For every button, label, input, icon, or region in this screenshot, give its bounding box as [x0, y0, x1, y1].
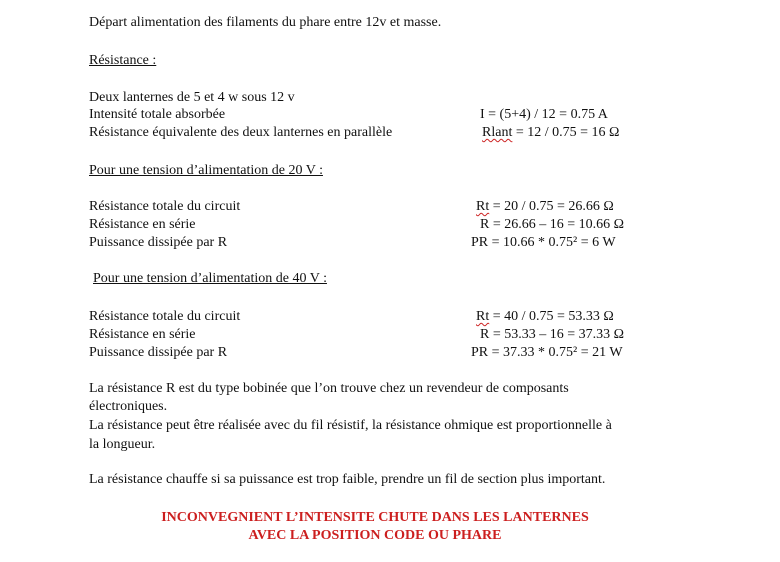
v20-r-label: Résistance en série: [89, 217, 196, 232]
section-heading-20v: Pour une tension d’alimentation de 20 V :: [89, 163, 323, 178]
v20-p-value: PR = 10.66 * 0.75² = 6 W: [471, 235, 616, 250]
v20-r-value: R = 26.66 – 16 = 10.66 Ω: [480, 217, 625, 232]
v40-p-label: Puissance dissipée par R: [89, 345, 228, 360]
lanternes-text: Deux lanternes de 5 et 4 w sous 12 v: [89, 90, 295, 105]
v40-rt-formula: [476, 308, 614, 326]
v40-r-label: Résistance en série: [89, 327, 196, 342]
section-heading-resistance: Résistance :: [89, 53, 157, 68]
v40-r-value: R = 53.33 – 16 = 37.33 Ω: [480, 327, 625, 342]
equiv-value: = 12 / 0.75 = 16 Ω: [512, 125, 620, 140]
v40-rt-value: = 40 / 0.75 = 53.33 Ω: [489, 309, 614, 324]
intensite-label: Intensité totale absorbée: [89, 107, 226, 122]
equiv-formula: [482, 124, 619, 142]
paragraph-2-line-2: la longueur.: [89, 437, 156, 452]
v20-rt-label: Résistance totale du circuit: [89, 199, 241, 214]
equiv-label: Résistance équivalente des deux lanternes en parallèle: [89, 125, 393, 140]
v40-p-value: PR = 37.33 * 0.75² = 21 W: [471, 345, 623, 360]
v40-rt-prefix: Rt: [476, 309, 490, 324]
section-heading-40v: Pour une tension d’alimentation de 40 V :: [93, 271, 327, 286]
warning-line-1: INCONVEGNIENT L’INTENSITE CHUTE DANS LES LANTERNES: [161, 510, 589, 525]
paragraph-2-line-1: La résistance peut être réalisée avec du fil résistif, la résistance ohmique est proportionnelle à: [89, 418, 612, 433]
intensite-value: I = (5+4) / 12 = 0.75 A: [480, 107, 608, 122]
v20-p-label: Puissance dissipée par R: [89, 235, 228, 250]
intro-text: Départ alimentation des filaments du phare entre 12v et masse.: [89, 15, 442, 30]
v20-rt-formula: [476, 198, 614, 216]
equiv-prefix: Rlant: [482, 125, 513, 140]
paragraph-1-line-1: La résistance R est du type bobinée que l’on trouve chez un revendeur de composants: [89, 381, 569, 396]
warning-line-2: AVEC LA POSITION CODE OU PHARE: [248, 528, 502, 543]
paragraph-1-line-2: électroniques.: [89, 399, 168, 414]
paragraph-3: La résistance chauffe si sa puissance est trop faible, prendre un fil de section plus important.: [89, 472, 606, 487]
v40-rt-label: Résistance totale du circuit: [89, 309, 241, 324]
v20-rt-value: = 20 / 0.75 = 26.66 Ω: [489, 199, 614, 214]
v20-rt-prefix: Rt: [476, 199, 490, 214]
